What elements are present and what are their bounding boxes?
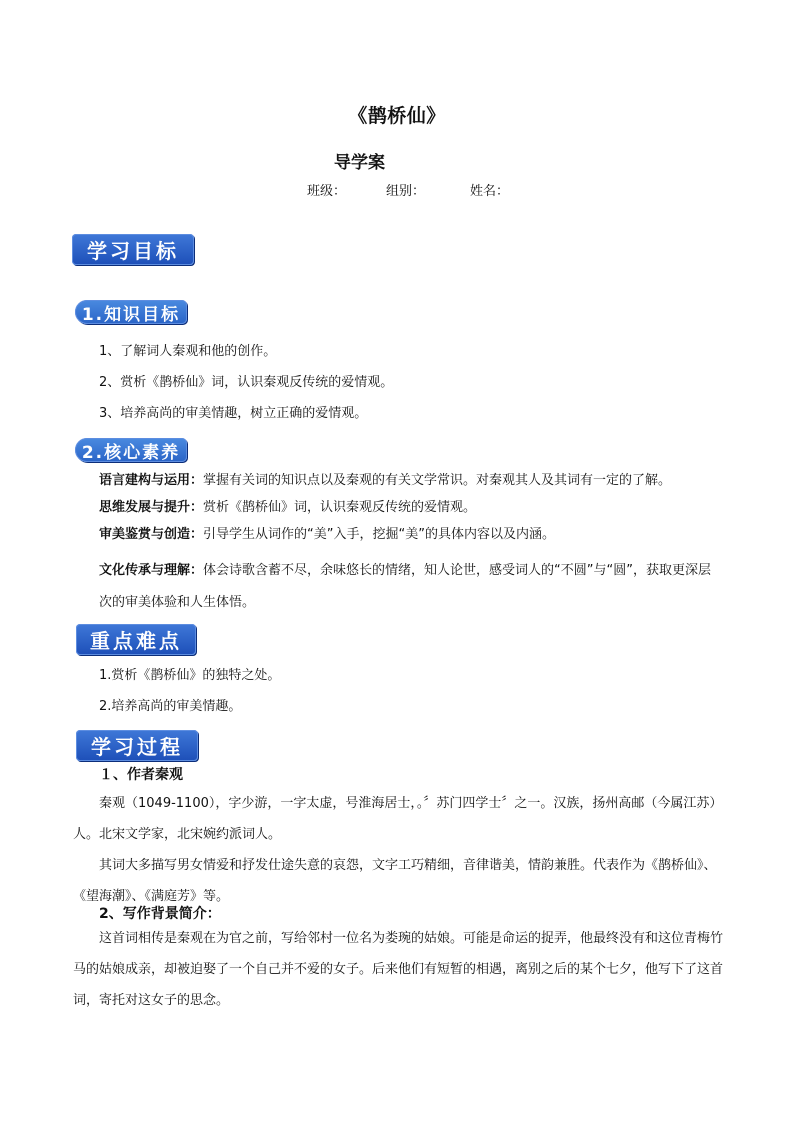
knowledge-item: 1、了解词人秦观和他的创作。 <box>99 344 277 359</box>
page-subtitle: 导学案 <box>334 153 385 173</box>
literacy-label: 文化传承与理解： <box>99 563 204 578</box>
literacy-label: 审美鉴赏与创造： <box>99 527 204 542</box>
author-paragraph <box>73 788 723 912</box>
background-text: 这首词相传是秦观在为官之前，写给邻村一位名为娄琬的姑娘。可能是命运的捉弄，他最终没有和这位青梅竹马的姑娘成亲，却被迫娶了一个自己并不爱的女子。后来他们有短暂的相遇，离别之后的某个七夕，他写下了这首词，寄托对这女子的思念。 <box>73 931 724 1008</box>
name-label: 姓名： <box>470 184 510 199</box>
knowledge-item: 3、培养高尚的审美情趣，树立正确的爱情观。 <box>99 406 368 421</box>
literacy-text: 体会诗歌含蓄不尽，余味悠长的情绪，知人论世，感受词人的“不圆”与“圆”，获取更深层次的审美体验和人生体悟。 <box>99 563 711 610</box>
section-heading-goals: 学习目标 <box>72 234 194 265</box>
subheading-knowledge: 1.知识目标 <box>75 300 187 324</box>
literacy-item <box>99 471 739 491</box>
key-item: 2.培养高尚的审美情趣。 <box>99 699 242 714</box>
background-paragraph <box>73 923 723 1016</box>
literacy-text: 引导学生从词作的“美”入手，挖掘“美”的具体内容以及内涵。 <box>203 527 555 542</box>
class-label: 班级： <box>307 184 347 199</box>
literacy-label: 思维发展与提升： <box>99 500 204 515</box>
section-heading-process: 学习过程 <box>76 730 198 761</box>
literacy-text: 掌握有关词的知识点以及秦观的有关文学常识。对秦观其人及其词有一定的了解。 <box>203 473 672 488</box>
literacy-text: 赏析《鹊桥仙》词，认识秦观反传统的爱情观。 <box>203 500 477 515</box>
section-heading-key: 重点难点 <box>76 624 196 655</box>
literacy-item <box>99 555 721 619</box>
literacy-item <box>99 498 739 518</box>
author-works: 其词大多描写男女情爱和抒发仕途失意的哀怨，文字工巧精细，音律谐美，情韵兼胜。代表作为《鹊桥仙》、《望海潮》、《满庭芳》等。 <box>73 858 717 904</box>
literacy-item <box>99 525 739 545</box>
page-title: 《鹊桥仙》 <box>348 105 446 127</box>
key-item: 1.赏析《鹊桥仙》的独特之处。 <box>99 668 281 683</box>
background-heading: 2、写作背景简介： <box>99 906 221 922</box>
knowledge-item: 2、赏析《鹊桥仙》词，认识秦观反传统的爱情观。 <box>99 375 394 390</box>
group-label: 组别： <box>386 184 426 199</box>
author-intro: 秦观（1049-1100），字少游，一字太虚，号淮海居士，。〞苏门四学士〞之一。汉族，扬州高邮（今属江苏）人。北宋文学家，北宋婉约派词人。 <box>73 796 723 842</box>
literacy-label: 语言建构与运用： <box>99 473 204 488</box>
author-heading: １、作者秦观 <box>99 767 183 783</box>
subheading-literacy: 2.核心素养 <box>75 438 187 462</box>
